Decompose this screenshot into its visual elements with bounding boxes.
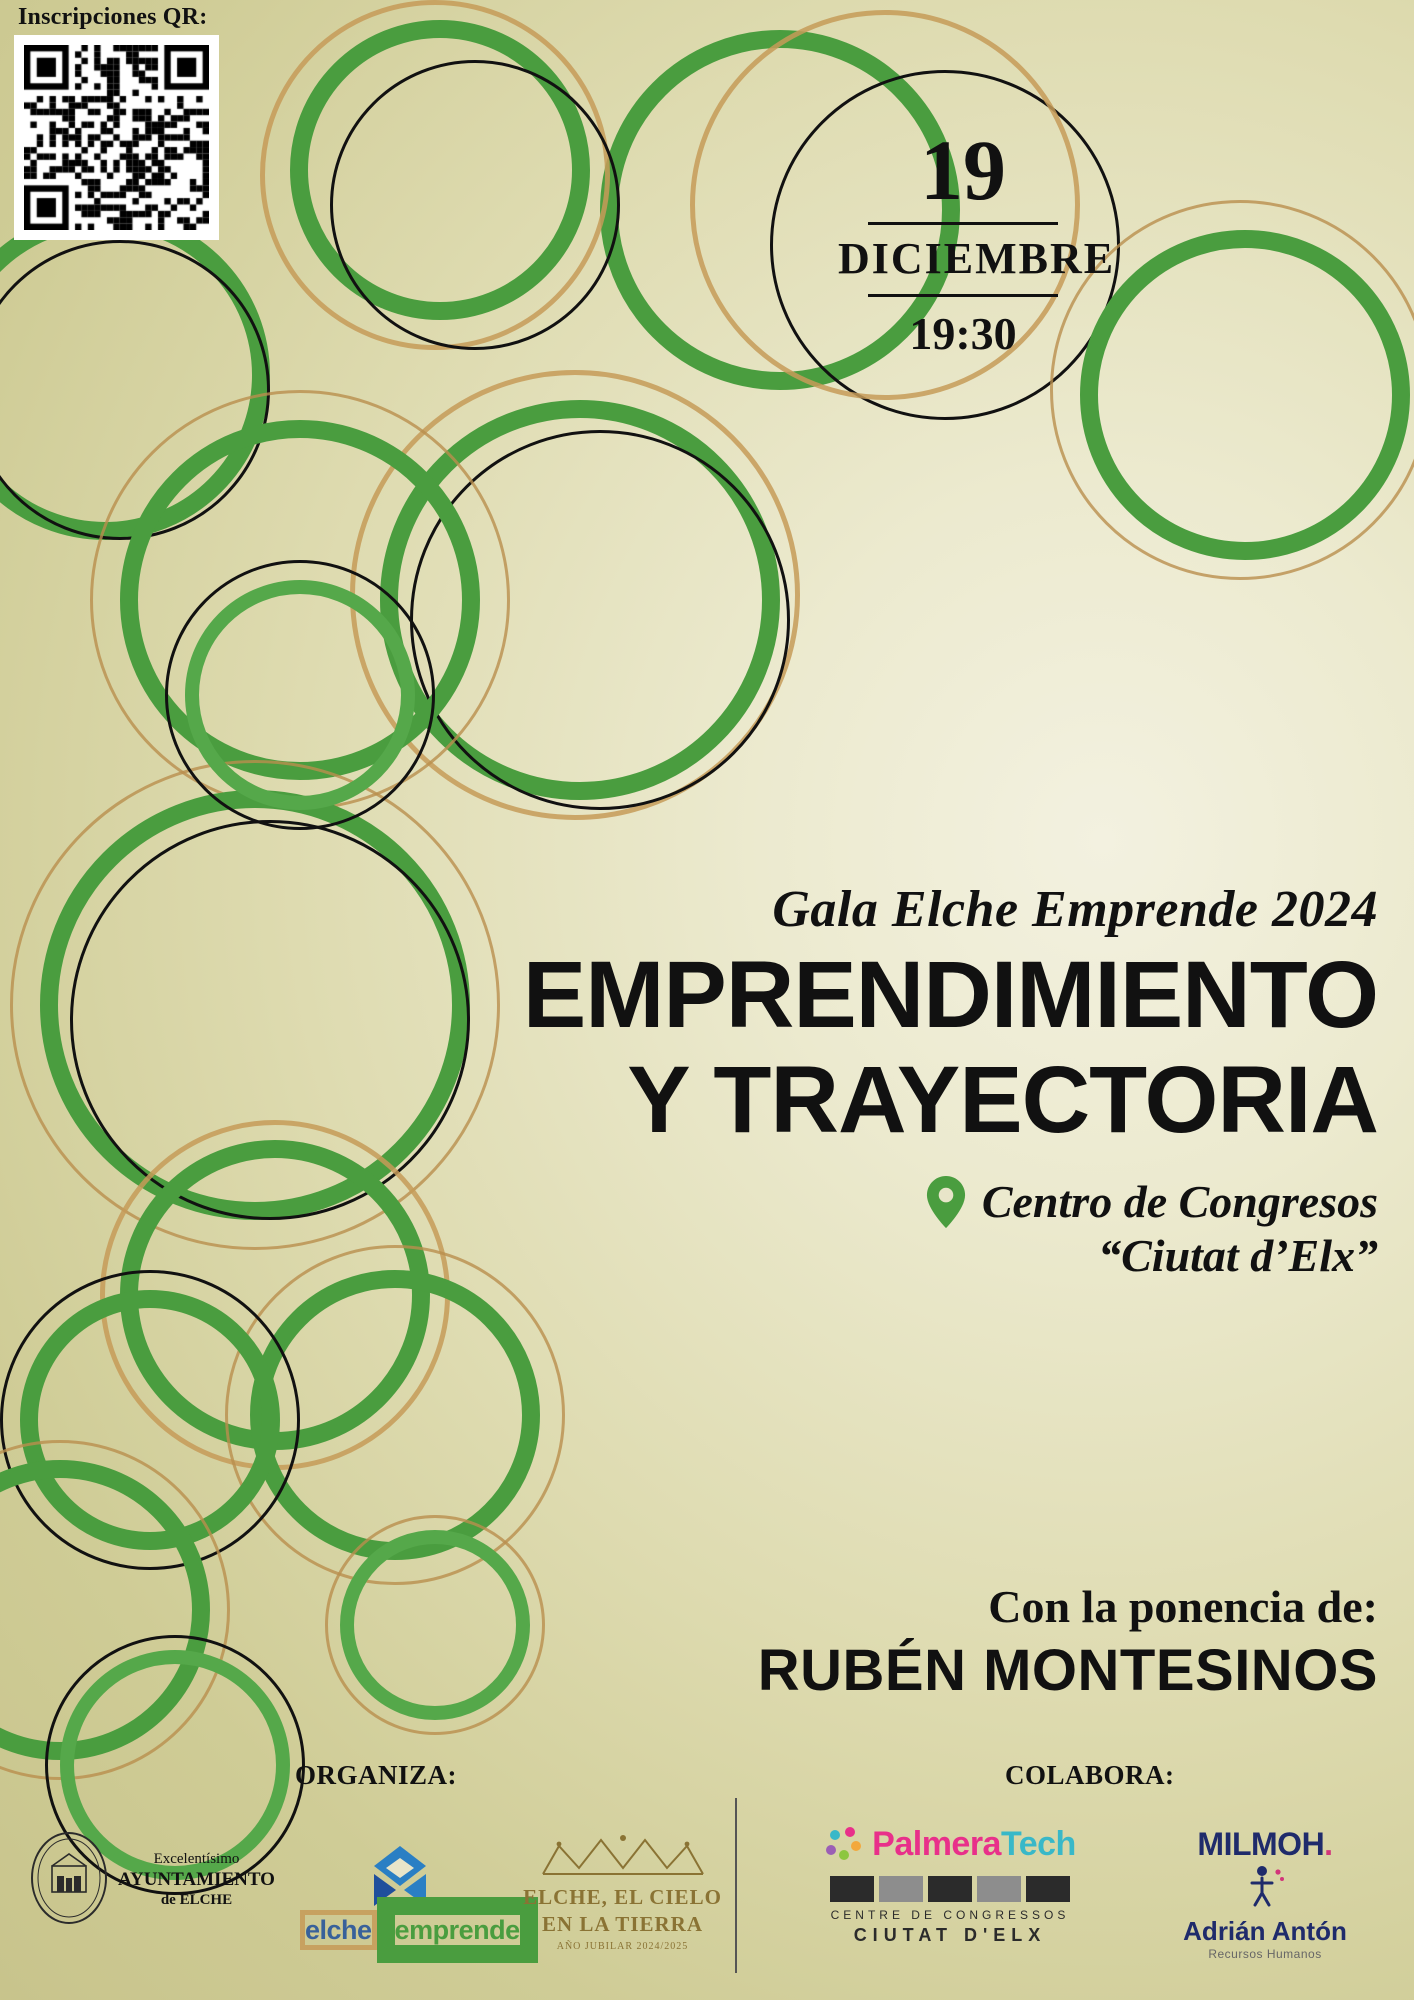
main-heading-block	[498, 880, 1378, 1283]
location-pin-icon	[924, 1176, 968, 1228]
event-title-line2: Y TRAYECTORIA	[627, 1046, 1378, 1153]
venue-line2: “Ciutat d’Elx”	[1098, 1230, 1378, 1282]
milmoh-person: Adrián Antón	[1183, 1916, 1347, 1946]
event-day: 19	[920, 122, 1006, 218]
event-date-block	[838, 122, 1116, 360]
palmera-word: Palmera	[872, 1824, 1001, 1863]
elche-word: elche	[300, 1910, 377, 1950]
organiza-label: ORGANIZA:	[295, 1760, 458, 1790]
person-icon	[1242, 1896, 1288, 1913]
ring-black	[165, 560, 435, 830]
event-month: DICIEMBRE	[838, 233, 1116, 283]
ayuntamiento-de-elche-logo	[30, 1832, 290, 1924]
ccx-line1: CENTRE DE CONGRESSOS	[830, 1908, 1070, 1922]
palmera-burst-icon	[824, 1824, 864, 1864]
emprende-word: emprende	[377, 1897, 538, 1963]
cielo-line2: EN LA TIERRA	[542, 1912, 703, 1937]
elche-el-cielo-en-la-tierra-logo	[515, 1834, 730, 1952]
cielo-line1: ELCHE, EL CIELO	[523, 1885, 722, 1909]
ccx-bars-icon	[790, 1876, 1110, 1902]
milmoh-word: MILMOH	[1197, 1826, 1325, 1862]
venue-line1: Centro de Congresos	[981, 1175, 1378, 1227]
ayuntamiento-line2: AYUNTAMIENTO	[118, 1869, 275, 1891]
cielo-line3: AÑO JUBILAR 2024/2025	[556, 1941, 689, 1953]
qr-label: Inscripciones QR:	[18, 4, 208, 30]
sponsor-logos	[0, 1808, 1414, 1998]
divider	[868, 294, 1058, 297]
milmoh-dot: .	[1324, 1826, 1333, 1862]
speaker-block	[498, 1580, 1378, 1704]
elche-emprende-logo	[300, 1844, 520, 1946]
palmera-tech-text	[872, 1825, 1076, 1864]
ccx-line2: CIUTAT D'ELX	[853, 1925, 1047, 1945]
colabora-label: COLABORA:	[1005, 1760, 1175, 1790]
ring-black	[330, 60, 620, 350]
crown-icon	[533, 1865, 713, 1882]
milmoh-subtitle: Recursos Humanos	[1208, 1947, 1322, 1961]
ayuntamiento-text	[118, 1847, 275, 1910]
milmoh-brand	[1140, 1826, 1390, 1863]
milmoh-logo	[1140, 1826, 1390, 1961]
event-time: 19:30	[909, 307, 1017, 359]
palmera-tech-logo	[790, 1824, 1110, 1946]
elche-emprende-text	[300, 1915, 538, 1945]
event-kicker: Gala Elche Emprende 2024	[772, 881, 1378, 938]
venue-block	[498, 1175, 1378, 1284]
divider	[868, 222, 1058, 225]
ayuntamiento-line1: Excelentísimo	[153, 1850, 240, 1867]
event-title-line1: EMPRENDIMIENTO	[522, 942, 1378, 1048]
speaker-lead: Con la ponencia de:	[988, 1581, 1378, 1632]
footer	[0, 1760, 1414, 2000]
ayuntamiento-line3: de ELCHE	[160, 1891, 233, 1908]
coat-of-arms-icon	[30, 1832, 108, 1924]
tech-word: Tech	[1000, 1824, 1076, 1863]
centre-de-congressos-ciutat-delx-logo	[790, 1876, 1110, 1946]
speaker-name: RUBÉN MONTESINOS	[757, 1638, 1378, 1703]
qr-registration-block	[14, 4, 254, 240]
qr-code-icon[interactable]	[14, 35, 219, 240]
